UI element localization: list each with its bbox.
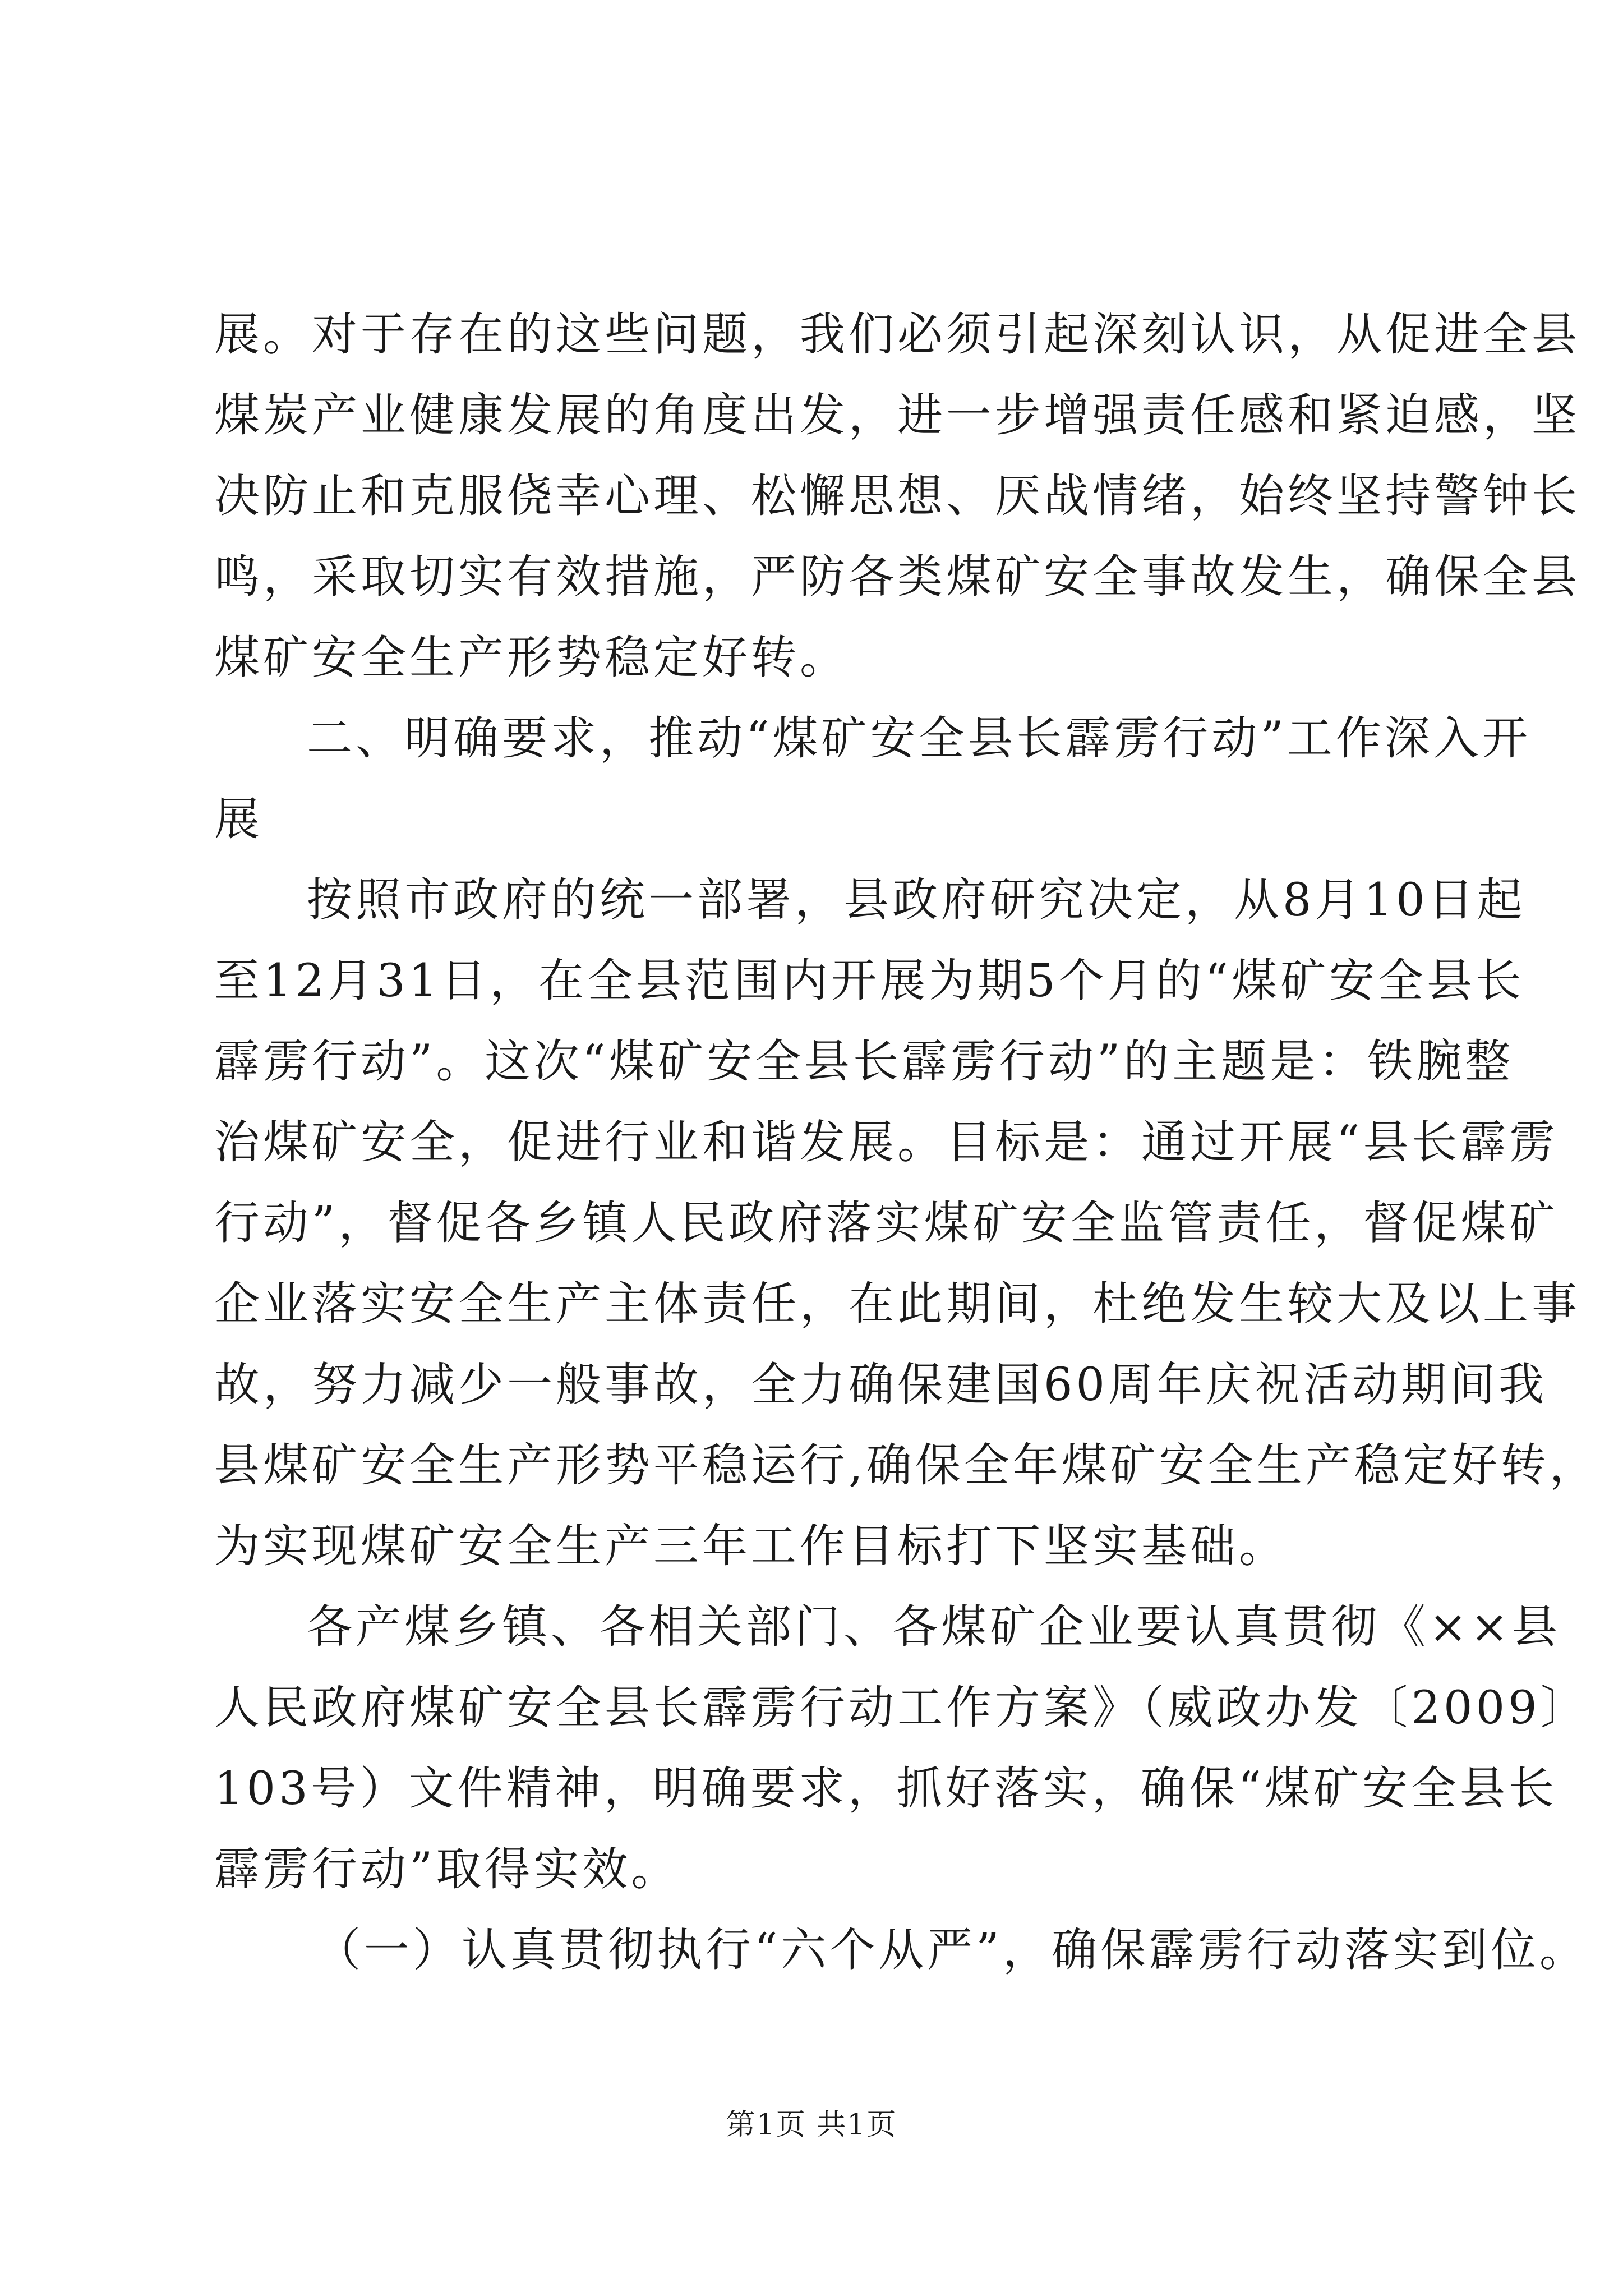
text-line: 煤矿安全生产形势稳定好转。 (214, 632, 849, 684)
text-line: 按照市政府的统一部署，县政府研究决定，从8月10日起 (307, 874, 1526, 927)
text-line: 治煤矿安全，促进行业和谐发展。目标是：通过开展“县长霹雳 (214, 1116, 1559, 1169)
text-line: 103号）文件精神，明确要求，抓好落实，确保“煤矿安全县长 (214, 1763, 1558, 1815)
subsection-heading: （一）认真贯彻执行“六个从严”，确保霹雳行动落实到位。 (315, 1924, 1588, 1977)
text-line: 至12月31日，在全县范围内开展为期5个月的“煤矿安全县长 (214, 955, 1525, 1007)
text-line: 鸣，采取切实有效措施，严防各类煤矿安全事故发生，确保全县 (214, 551, 1581, 604)
text-line: 人民政府煤矿安全县长霹雳行动工作方案》（威政办发〔2009〕 (214, 1682, 1589, 1734)
text-line: 为实现煤矿安全生产三年工作目标打下坚实基础。 (214, 1520, 1288, 1573)
text-line: 展。对于存在的这些问题，我们必须引起深刻认识，从促进全县 (214, 309, 1581, 361)
text-line: 决防止和克服侥幸心理、松懈思想、厌战情绪，始终坚持警钟长 (214, 470, 1581, 523)
text-line: 煤炭产业健康发展的角度出发，进一步增强责任感和紧迫感，坚 (214, 389, 1581, 442)
text-line: 企业落实安全生产主体责任，在此期间，杜绝发生较大及以上事 (214, 1278, 1581, 1331)
text-line: 霹雳行动”取得实效。 (214, 1843, 680, 1896)
section-heading: 二、明确要求，推动“煤矿安全县长霹雳行动”工作深入开 (307, 712, 1531, 765)
text-line: 各产煤乡镇、各相关部门、各煤矿企业要认真贯彻《××县 (307, 1601, 1561, 1654)
document-body (214, 295, 1598, 1991)
page-footer: 第1页 共1页 (726, 2108, 897, 2142)
text-line: 故，努力减少一般事故，全力确保建国60周年庆祝活动期间我 (214, 1359, 1548, 1411)
text-line: 县煤矿安全生产形势平稳运行,确保全年煤矿安全生产稳定好转， (214, 1439, 1598, 1492)
text-line: 行动”，督促各乡镇人民政府落实煤矿安全监管责任，督促煤矿 (214, 1197, 1559, 1250)
section-heading-continued: 展 (214, 793, 264, 846)
text-line: 霹雳行动”。这次“煤矿安全县长霹雳行动”的主题是：铁腕整 (214, 1036, 1514, 1088)
